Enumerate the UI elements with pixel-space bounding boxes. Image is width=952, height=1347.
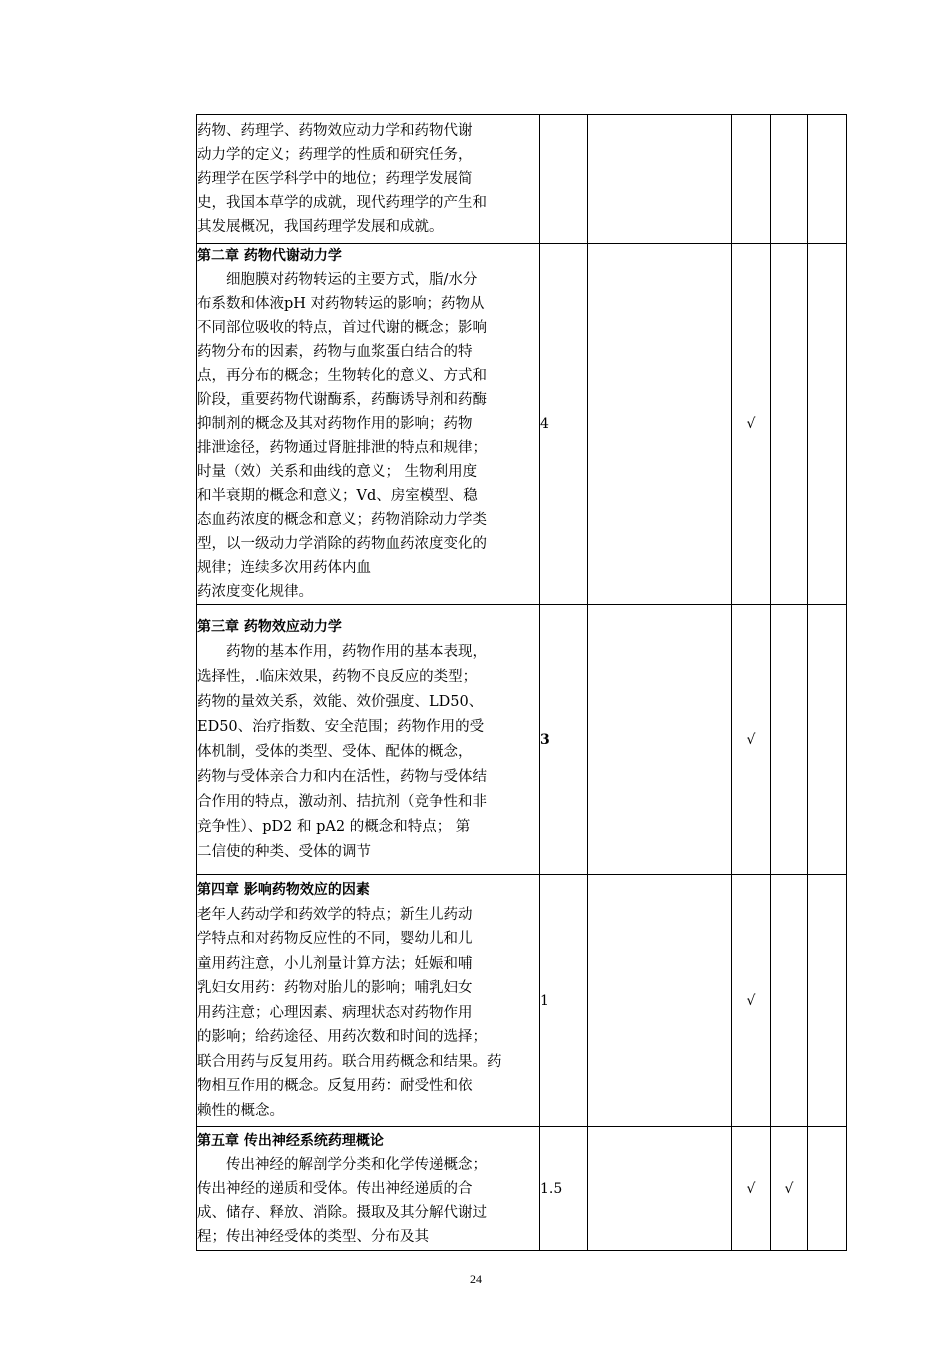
content-line: 态血药浓度的概念和意义；药物消除动力学类 (197, 512, 487, 528)
content-line: 程；传出神经受体的类型、分布及其 (197, 1228, 429, 1245)
check-cell-1: √ (732, 244, 771, 605)
chapter-title: 第三章 药物效应动力学 (197, 618, 342, 635)
content-line: 合作用的特点，激动剂、拮抗剂（竞争性和非 (197, 793, 487, 810)
content-line: 药物的基本作用，药物作用的基本表现， (226, 643, 487, 660)
content-line: 乳妇女用药：药物对胎儿的影响；哺乳妇女 (197, 980, 473, 996)
content-line: 史，我国本草学的成就，现代药理学的产生和 (197, 195, 487, 211)
hours-cell: 1 (540, 875, 588, 1127)
content-line: 选择性，.临床效果，药物不良反应的类型； (197, 668, 478, 685)
check-cell-3 (808, 115, 847, 244)
check-cell-2: √ (771, 1127, 808, 1251)
blank-cell (588, 605, 732, 875)
content-line: 药物分布的因素，药物与血浆蛋白结合的特 (197, 344, 473, 360)
syllabus-table (196, 114, 847, 1251)
chapter-title: 第二章 药物代谢动力学 (197, 248, 342, 264)
check-cell-2 (771, 244, 808, 605)
content-line: 体机制，受体的类型、受体、配体的概念， (197, 743, 473, 760)
blank-cell (588, 875, 732, 1127)
hours-cell: 3 (540, 605, 588, 875)
content-line: 排泄途径，药物通过肾脏排泄的特点和规律； (197, 440, 487, 456)
content-line: 用药注意；心理因素、病理状态对药物作用 (197, 1004, 473, 1021)
content-line: 不同部位吸收的特点，首过代谢的概念；影响 (197, 320, 487, 336)
check-cell-1: √ (732, 875, 771, 1127)
hours-cell: 4 (540, 244, 588, 605)
content-line: 童用药注意，小儿剂量计算方法；妊娠和哺 (197, 955, 473, 972)
hours-cell: 1.5 (540, 1127, 588, 1251)
check-cell-2 (771, 605, 808, 875)
check-cell-3 (808, 1127, 847, 1251)
content-line: 药物与受体亲合力和内在活性，药物与受体结 (197, 768, 487, 785)
table-row (197, 244, 847, 605)
content-line: 和半衰期的概念和意义；Vd、房室模型、稳 (197, 488, 478, 504)
content-cell (197, 244, 540, 605)
content-line: ED50、治疗指数、安全范围；药物作用的受 (197, 718, 485, 735)
page-number: 24 (470, 1272, 482, 1286)
content-line: 药物、药理学、药物效应动力学和药物代谢 (197, 123, 473, 139)
blank-cell (588, 1127, 732, 1251)
check-cell-2 (771, 875, 808, 1127)
content-line: 动力学的定义；药理学的性质和研究任务， (197, 147, 473, 163)
content-cell (197, 875, 540, 1127)
hours-cell (540, 115, 588, 244)
content-line: 的影响；给药途径、用药次数和时间的选择； (197, 1029, 487, 1045)
chapter-title: 第五章 传出神经系统药理概论 (197, 1132, 384, 1149)
content-line: 竞争性）、pD2 和 pA2 的概念和特点； 第 (197, 818, 471, 835)
check-cell-3 (808, 875, 847, 1127)
content-line: 传出神经的解剖学分类和化学传递概念； (226, 1156, 487, 1173)
check-cell-1 (732, 115, 771, 244)
content-line: 细胞膜对药物转运的主要方式，脂/水分 (226, 272, 478, 288)
check-cell-2 (771, 115, 808, 244)
table-row (197, 875, 847, 1127)
content-line: 学特点和对药物反应性的不同，婴幼儿和儿 (197, 931, 473, 947)
blank-cell (588, 244, 732, 605)
check-cell-3 (808, 605, 847, 875)
check-cell-1: √ (732, 605, 771, 875)
blank-cell (588, 115, 732, 244)
table-row (197, 1127, 847, 1251)
content-line: 规律；连续多次用药体内血 (197, 560, 371, 576)
content-line: 传出神经的递质和受体。传出神经递质的合 (197, 1180, 473, 1197)
content-cell (197, 1127, 540, 1251)
content-line: 联合用药与反复用药。联合用药概念和结果。药 (197, 1053, 502, 1070)
content-line: 药浓度变化规律。 (197, 584, 313, 600)
check-cell-3 (808, 244, 847, 605)
check-cell-1: √ (732, 1127, 771, 1251)
content-line: 其发展概况，我国药理学发展和成就。 (197, 219, 444, 235)
chapter-title: 第四章 影响药物效应的因素 (197, 882, 370, 898)
table-row (197, 605, 847, 875)
content-line: 物相互作用的概念。反复用药：耐受性和依 (197, 1078, 473, 1094)
content-cell (197, 115, 540, 244)
content-line: 布系数和体液pH 对药物转运的影响；药物从 (197, 296, 485, 312)
content-line: 时量（效）关系和曲线的意义； 生物利用度 (197, 464, 478, 480)
content-line: 成、储存、释放、消除。摄取及其分解代谢过 (197, 1204, 487, 1221)
content-cell (197, 605, 540, 875)
content-line: 赖性的概念。 (197, 1102, 284, 1119)
content-line: 药理学在医学科学中的地位；药理学发展简 (197, 171, 473, 187)
content-line: 阶段，重要药物代谢酶系，药酶诱导剂和药酶 (197, 392, 487, 408)
content-line: 型，以一级动力学消除的药物血药浓度变化的 (197, 536, 487, 552)
content-line: 点，再分布的概念；生物转化的意义、方式和 (197, 368, 487, 384)
content-line: 二信使的种类、受体的调节 (197, 843, 371, 860)
content-line: 药物的量效关系，效能、效价强度、LD50、 (197, 693, 484, 710)
table-row (197, 115, 847, 244)
content-line: 抑制剂的概念及其对药物作用的影响；药物 (197, 416, 473, 432)
content-line: 老年人药动学和药效学的特点；新生儿药动 (197, 906, 473, 923)
